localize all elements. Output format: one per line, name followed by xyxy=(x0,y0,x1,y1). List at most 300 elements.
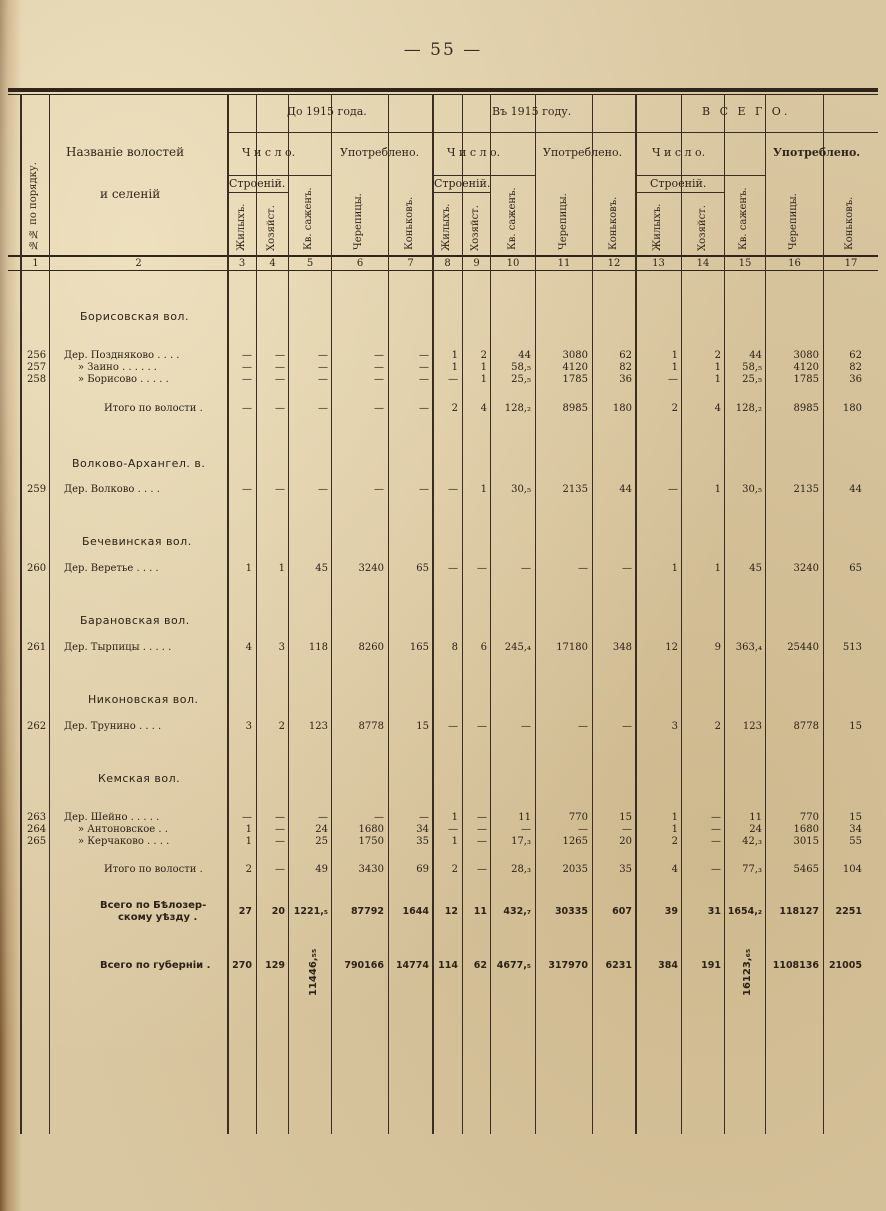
col-line xyxy=(20,94,22,1134)
cherepitsy-header: Черепицы. xyxy=(353,193,364,250)
table-row xyxy=(0,642,886,654)
header-divider xyxy=(636,192,724,193)
column-number: 17 xyxy=(844,258,858,269)
chislo-header-2: Ч и с л о. xyxy=(447,146,501,159)
row-value: 118 xyxy=(308,642,328,653)
konkov-header: Коньковъ. xyxy=(404,196,415,250)
row-value: 317970 xyxy=(548,960,588,971)
row-value: 3240 xyxy=(358,563,384,574)
row-name: Дер. Веретье . . . . xyxy=(64,563,159,574)
col-line xyxy=(681,94,682,1134)
upotrebleno-header-2: Употреблено. xyxy=(543,146,623,159)
row-value: 1 xyxy=(451,350,458,361)
group-header-1915: Въ 1915 году. xyxy=(492,105,572,118)
row-value: — xyxy=(275,836,285,847)
row-value: — xyxy=(374,350,384,361)
col-line xyxy=(432,94,434,1134)
section-title: Кемская вол. xyxy=(98,772,181,785)
row-value: 1785 xyxy=(562,374,588,385)
row-name: Всего по Бѣлозер- xyxy=(100,900,207,911)
row-number: 263 xyxy=(27,812,47,823)
header-divider xyxy=(636,175,765,176)
row-value: — xyxy=(318,484,328,495)
row-value: 20 xyxy=(271,906,285,917)
row-value: 44 xyxy=(518,350,531,361)
row-value: 6 xyxy=(480,642,487,653)
row-value: 21005 xyxy=(828,960,862,971)
row-value: 3 xyxy=(671,721,678,732)
row-value: — xyxy=(711,864,721,875)
row-value: 69 xyxy=(416,864,429,875)
table-row xyxy=(0,948,886,996)
row-value: — xyxy=(318,812,328,823)
row-value: 180 xyxy=(842,403,862,414)
row-value: — xyxy=(419,350,429,361)
row-number: 262 xyxy=(27,721,47,732)
column-number: 1 xyxy=(32,258,39,269)
row-value: 1680 xyxy=(358,824,384,835)
row-value: 790166 xyxy=(344,960,384,971)
name-header-line2: и селеній xyxy=(100,187,161,201)
table-row xyxy=(0,484,886,496)
row-value: 55 xyxy=(849,836,862,847)
row-value: 1750 xyxy=(358,836,384,847)
row-value: — xyxy=(477,836,487,847)
cherepitsy-header: Черепицы. xyxy=(558,193,569,250)
row-value: 1654,₂ xyxy=(727,906,762,917)
row-value: 8 xyxy=(451,642,458,653)
cherepitsy-header: Черепицы. xyxy=(788,193,799,250)
row-value: — xyxy=(318,374,328,385)
row-value: 2 xyxy=(671,836,678,847)
section-title: Бечевинская вол. xyxy=(82,535,192,548)
row-value: 363,₄ xyxy=(735,642,762,653)
row-value: 3 xyxy=(245,721,252,732)
row-value: 20 xyxy=(619,836,632,847)
row-name: Дер. Шейно . . . . . xyxy=(64,812,160,823)
column-number: 11 xyxy=(557,258,571,269)
table-row xyxy=(0,403,886,415)
row-value: 165 xyxy=(409,642,429,653)
row-value: 34 xyxy=(416,824,429,835)
stroeniy-header-1: Строеній. xyxy=(229,177,286,190)
row-value: — xyxy=(419,484,429,495)
row-value: 2 xyxy=(714,721,721,732)
table-row xyxy=(0,721,886,733)
col-line xyxy=(256,94,257,1134)
col-line xyxy=(765,94,766,1134)
header-divider xyxy=(636,132,878,133)
zhilykh-header: Жилыхъ. xyxy=(236,203,247,251)
top-rule xyxy=(8,88,878,92)
kv-sazhen-header: Кв. саженъ. xyxy=(738,187,749,250)
row-number: 256 xyxy=(27,350,47,361)
row-name: Дер. Трунино . . . . xyxy=(64,721,162,732)
row-value: — xyxy=(242,484,252,495)
row-value: 2035 xyxy=(562,864,588,875)
row-value: — xyxy=(275,864,285,875)
row-value: 12 xyxy=(665,642,678,653)
row-value: 1 xyxy=(671,350,678,361)
column-number: 9 xyxy=(473,258,480,269)
row-value: 191 xyxy=(701,960,721,971)
column-number: 13 xyxy=(652,258,665,269)
header-divider xyxy=(228,175,331,176)
row-value: 1 xyxy=(245,836,252,847)
row-value: — xyxy=(521,563,531,574)
row-value: 62 xyxy=(619,350,632,361)
row-value: — xyxy=(622,721,632,732)
row-value: 513 xyxy=(842,642,862,653)
column-number: 7 xyxy=(407,258,414,269)
row-value: 30,₅ xyxy=(742,484,762,495)
section-title: Борисовская вол. xyxy=(80,310,189,323)
row-value: 1 xyxy=(451,362,458,373)
row-value: — xyxy=(275,824,285,835)
row-value: 8985 xyxy=(562,403,588,414)
page-number: — 55 — xyxy=(403,40,483,60)
row-value: 2135 xyxy=(562,484,588,495)
row-value: — xyxy=(275,812,285,823)
row-value: — xyxy=(374,362,384,373)
row-value: 15 xyxy=(619,812,632,823)
row-value: 25440 xyxy=(787,642,819,653)
row-value: — xyxy=(242,812,252,823)
row-value: — xyxy=(318,362,328,373)
row-value: 9 xyxy=(714,642,721,653)
column-number: 2 xyxy=(135,258,142,269)
row-number: 265 xyxy=(27,836,47,847)
row-value: 44 xyxy=(749,350,762,361)
row-value: 1 xyxy=(278,563,285,574)
top-rule-thin xyxy=(8,94,878,95)
column-number-rule xyxy=(8,270,878,271)
header-divider xyxy=(228,132,432,133)
row-value: 3430 xyxy=(358,864,384,875)
row-value: 128,₂ xyxy=(735,403,762,414)
row-value: 1 xyxy=(245,563,252,574)
section-title: Волково-Архангел. в. xyxy=(72,457,206,470)
row-value: — xyxy=(275,350,285,361)
row-value: 31 xyxy=(707,906,721,917)
col-line xyxy=(462,94,463,1134)
row-value: 1644 xyxy=(402,906,429,917)
row-value: 34 xyxy=(849,824,862,835)
row-value: 128,₂ xyxy=(504,403,531,414)
row-value: — xyxy=(242,362,252,373)
column-number: 15 xyxy=(738,258,752,269)
row-value: 4 xyxy=(245,642,252,653)
column-number: 5 xyxy=(306,258,314,269)
khozyaist-header: Хозяйст. xyxy=(697,205,708,251)
row-value: 24 xyxy=(315,824,328,835)
row-value: 1 xyxy=(480,362,487,373)
row-value: 1 xyxy=(714,362,721,373)
col-line xyxy=(724,94,725,1134)
row-value: 3080 xyxy=(793,350,819,361)
konkov-header: Коньковъ. xyxy=(844,196,855,250)
row-value: — xyxy=(477,563,487,574)
row-value: 36 xyxy=(849,374,862,385)
row-value: 16123,₆₅ xyxy=(742,948,753,996)
column-number: 4 xyxy=(269,258,276,269)
stroeniy-header-3: Строеній. xyxy=(650,177,707,190)
row-value: — xyxy=(318,350,328,361)
row-value: 15 xyxy=(416,721,429,732)
row-value: 1 xyxy=(480,484,487,495)
column-number: 12 xyxy=(607,258,621,269)
row-value: — xyxy=(374,374,384,385)
table-row xyxy=(0,836,886,848)
row-value: 770 xyxy=(799,812,819,823)
row-value: 12 xyxy=(444,906,458,917)
row-value: 1 xyxy=(671,824,678,835)
row-value: — xyxy=(578,824,588,835)
row-name: Дер. Волково . . . . xyxy=(64,484,160,495)
row-value: 1 xyxy=(671,563,678,574)
row-value: — xyxy=(275,362,285,373)
row-value: 82 xyxy=(619,362,632,373)
chislo-header-1: Ч и с л о. xyxy=(242,146,296,159)
row-value: 15 xyxy=(849,721,862,732)
row-value: — xyxy=(242,403,252,414)
row-value: — xyxy=(275,403,285,414)
stroeniy-header-2: Строеній. xyxy=(434,177,491,190)
col-line xyxy=(227,94,229,1134)
row-value: 45 xyxy=(315,563,328,574)
row-value: — xyxy=(275,374,285,385)
row-value: 1 xyxy=(671,812,678,823)
row-value: 62 xyxy=(849,350,862,361)
row-name: » Борисово . . . . . xyxy=(78,374,169,385)
row-value: 44 xyxy=(849,484,862,495)
row-value: 1 xyxy=(714,374,721,385)
row-value: — xyxy=(448,374,458,385)
group-header-total: В С Е Г О. xyxy=(702,105,791,118)
row-value: 1 xyxy=(714,563,721,574)
header-divider xyxy=(228,192,288,193)
row-number: 259 xyxy=(27,484,47,495)
row-value: 114 xyxy=(438,960,458,971)
row-value: 8778 xyxy=(358,721,384,732)
row-value: — xyxy=(521,824,531,835)
name-header-line1: Названіе волостей xyxy=(66,145,185,159)
row-value: 15 xyxy=(849,812,862,823)
row-value: — xyxy=(242,350,252,361)
col-line xyxy=(823,94,824,1134)
row-value: — xyxy=(275,484,285,495)
row-value: 17,₃ xyxy=(511,836,531,847)
row-value: 77,₃ xyxy=(742,864,762,875)
column-number: 6 xyxy=(356,258,364,269)
row-value: — xyxy=(668,484,678,495)
row-value: 2 xyxy=(671,403,678,414)
row-value: 4120 xyxy=(793,362,819,373)
row-value: 607 xyxy=(612,906,632,917)
row-value: — xyxy=(318,403,328,414)
zhilykh-header: Жилыхъ. xyxy=(441,203,452,251)
row-value: 1 xyxy=(480,374,487,385)
row-value: 3080 xyxy=(562,350,588,361)
khozyaist-header: Хозяйст. xyxy=(470,205,481,251)
row-value: 129 xyxy=(265,960,285,971)
header-bottom-rule xyxy=(8,255,878,257)
group-header-before-1915: До 1915 года. xyxy=(287,105,367,118)
row-value: 11 xyxy=(518,812,531,823)
row-value: — xyxy=(242,374,252,385)
col-line xyxy=(49,94,50,1134)
row-value: — xyxy=(477,864,487,875)
row-value: 270 xyxy=(232,960,252,971)
row-value: 118127 xyxy=(779,906,819,917)
row-value: 8260 xyxy=(358,642,384,653)
row-value: 28,₃ xyxy=(511,864,531,875)
row-value: 62 xyxy=(473,960,487,971)
row-value: 1785 xyxy=(793,374,819,385)
row-value: 1108136 xyxy=(772,960,819,971)
row-number: 257 xyxy=(27,362,47,373)
row-value: 17180 xyxy=(556,642,588,653)
col-line xyxy=(592,94,593,1134)
zhilykh-header: Жилыхъ. xyxy=(652,203,663,251)
row-value: — xyxy=(448,484,458,495)
col-line xyxy=(288,94,289,1134)
row-value: 45 xyxy=(749,563,762,574)
row-value: 11446,₅₅ xyxy=(308,948,319,996)
row-value: 39 xyxy=(664,906,678,917)
row-value: 25 xyxy=(315,836,328,847)
row-value: — xyxy=(622,824,632,835)
table-row xyxy=(0,563,886,575)
row-value: 2 xyxy=(278,721,285,732)
row-value: 11 xyxy=(749,812,762,823)
row-value: 58,₅ xyxy=(742,362,762,373)
row-value: 25,₅ xyxy=(742,374,762,385)
row-value: — xyxy=(419,374,429,385)
header-divider xyxy=(433,192,490,193)
row-name: Итого по волости . xyxy=(104,864,203,875)
row-value: 432,₇ xyxy=(503,906,531,917)
row-value: — xyxy=(448,563,458,574)
column-number: 8 xyxy=(444,258,451,269)
row-value: 770 xyxy=(568,812,588,823)
row-value: 1680 xyxy=(793,824,819,835)
row-value: 2 xyxy=(480,350,487,361)
order-number-header: №№ по порядку. xyxy=(28,162,39,250)
row-number: 261 xyxy=(27,642,47,653)
row-value: 82 xyxy=(849,362,862,373)
row-value: 1 xyxy=(451,812,458,823)
row-value: 123 xyxy=(742,721,762,732)
row-value: 2 xyxy=(714,350,721,361)
row-value: 245,₄ xyxy=(504,642,531,653)
upotrebleno-header-1: Употреблено. xyxy=(340,146,420,159)
row-value: 2251 xyxy=(835,906,862,917)
row-name: » Керчаково . . . . xyxy=(78,836,170,847)
row-value: 25,₅ xyxy=(511,374,531,385)
khozyaist-header: Хозяйст. xyxy=(266,205,277,251)
chislo-header-3: Ч и с л о. xyxy=(652,146,706,159)
header-divider xyxy=(433,132,635,133)
kv-sazhen-header: Кв. саженъ. xyxy=(507,187,518,250)
column-number: 14 xyxy=(696,258,710,269)
row-value: 44 xyxy=(619,484,632,495)
table-row xyxy=(0,864,886,876)
row-value: — xyxy=(374,812,384,823)
row-value: 58,₅ xyxy=(511,362,531,373)
table-row xyxy=(0,824,886,836)
table-row xyxy=(0,350,886,362)
row-value: 348 xyxy=(612,642,632,653)
row-value: 65 xyxy=(416,563,429,574)
row-value: 30335 xyxy=(554,906,588,917)
row-value: — xyxy=(448,721,458,732)
row-name: Дер. Поздняково . . . . xyxy=(64,350,180,361)
section-title: Барановская вол. xyxy=(80,614,190,627)
row-value: 180 xyxy=(612,403,632,414)
upotrebleno-header-3: Употреблено. xyxy=(773,146,861,159)
row-value: 8985 xyxy=(793,403,819,414)
row-value: 384 xyxy=(658,960,678,971)
konkov-header: Коньковъ. xyxy=(608,196,619,250)
row-value: — xyxy=(711,812,721,823)
row-number: 260 xyxy=(27,563,47,574)
row-name: Итого по волости . xyxy=(104,403,203,414)
row-value: 2 xyxy=(245,864,252,875)
column-number: 3 xyxy=(238,258,246,269)
row-value: 35 xyxy=(619,864,632,875)
column-number: 10 xyxy=(506,258,520,269)
row-value: — xyxy=(374,403,384,414)
row-value: 1265 xyxy=(562,836,588,847)
row-value: 49 xyxy=(315,864,328,875)
row-value: 3 xyxy=(278,642,285,653)
row-value: — xyxy=(668,374,678,385)
row-value: — xyxy=(448,824,458,835)
section-title: Никоновская вол. xyxy=(88,693,199,706)
row-name: » Антоновское . . xyxy=(78,824,168,835)
row-value: 3240 xyxy=(793,563,819,574)
row-name: Всего по губерніи . xyxy=(100,960,211,971)
row-value: — xyxy=(578,721,588,732)
row-value: — xyxy=(477,721,487,732)
row-value: 4 xyxy=(714,403,721,414)
row-value: — xyxy=(521,721,531,732)
row-value: 1221,₅ xyxy=(293,906,328,917)
kv-sazhen-header: Кв. саженъ. xyxy=(303,187,314,250)
row-value: 4 xyxy=(480,403,487,414)
table-row xyxy=(0,900,886,923)
row-value: 65 xyxy=(849,563,862,574)
col-line xyxy=(535,94,536,1134)
col-line xyxy=(388,94,389,1134)
row-value: 27 xyxy=(238,906,252,917)
row-value: 14774 xyxy=(395,960,429,971)
row-value: 36 xyxy=(619,374,632,385)
row-value: — xyxy=(477,824,487,835)
row-value: — xyxy=(622,563,632,574)
row-value: 11 xyxy=(473,906,487,917)
row-value: 104 xyxy=(842,864,862,875)
row-value: — xyxy=(711,836,721,847)
row-value: 4120 xyxy=(562,362,588,373)
row-value: — xyxy=(419,403,429,414)
row-value: 35 xyxy=(416,836,429,847)
row-value: 87792 xyxy=(350,906,384,917)
row-value: 1 xyxy=(714,484,721,495)
col-line xyxy=(635,94,637,1134)
row-value: — xyxy=(419,362,429,373)
